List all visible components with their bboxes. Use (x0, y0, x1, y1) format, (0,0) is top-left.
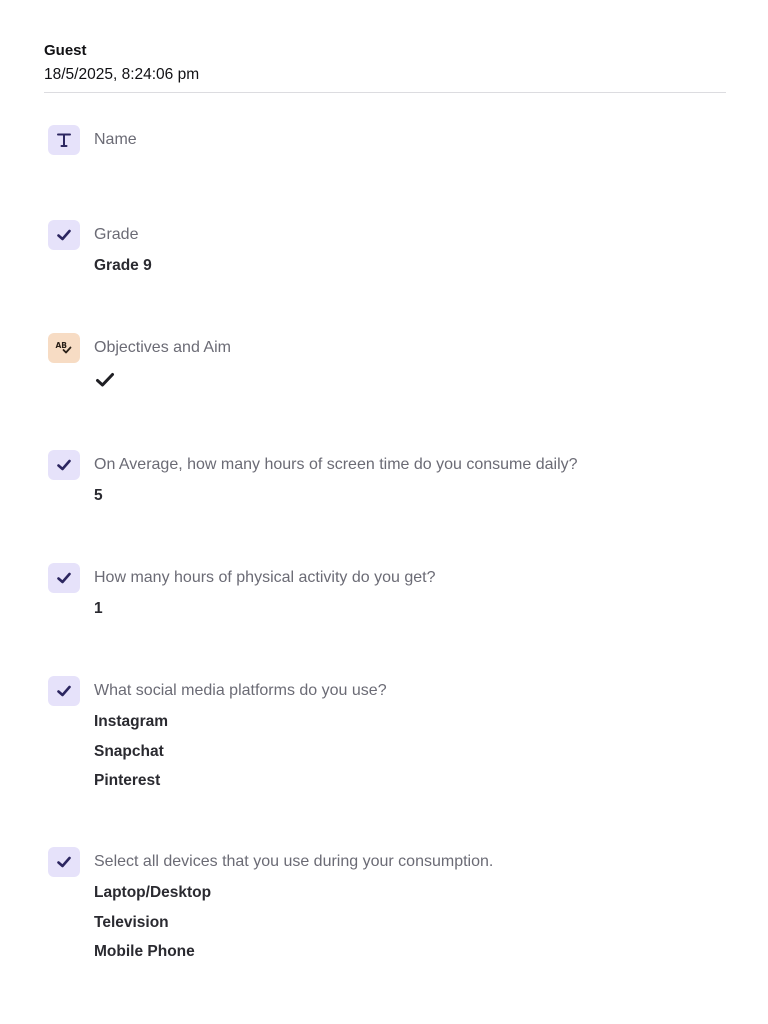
answer-value: 5 (94, 487, 103, 504)
response-header (44, 41, 726, 93)
answer-value: Instagram (94, 713, 169, 730)
answer-value: 1 (94, 600, 103, 617)
answer-list (94, 486, 103, 516)
question-label: Objectives and Aim (94, 339, 231, 356)
question-label: Name (94, 131, 137, 148)
check-icon (95, 371, 115, 394)
check-icon (48, 220, 80, 250)
question-label: How many hours of physical activity do you get? (94, 569, 436, 586)
question-label: What social media platforms do you use? (94, 682, 387, 699)
question-label: Grade (94, 226, 139, 243)
abc-check-icon (48, 333, 80, 363)
question-label: On Average, how many hours of screen time do you consume daily? (94, 456, 578, 473)
answer-list (94, 256, 152, 286)
answer-value: Grade 9 (94, 257, 152, 274)
answer-value: Television (94, 913, 169, 931)
check-icon (48, 563, 80, 593)
svg-text:AB: AB (55, 341, 68, 350)
text-type-icon (48, 125, 80, 155)
answer-value: Mobile Phone (94, 943, 195, 960)
answer-value: Pinterest (94, 772, 161, 789)
answer-value: Snapchat (94, 742, 164, 760)
answer-list (94, 712, 168, 801)
question-label: Select all devices that you use during your consumption. (94, 853, 494, 870)
answer-list (94, 599, 103, 629)
answer-list (94, 883, 211, 972)
check-icon (48, 450, 80, 480)
check-icon (48, 847, 80, 877)
answer-value: Laptop/Desktop (94, 884, 212, 901)
respondent-name: Guest (44, 42, 87, 59)
response-timestamp: 18/5/2025, 8:24:06 pm (44, 66, 200, 83)
check-icon (48, 676, 80, 706)
